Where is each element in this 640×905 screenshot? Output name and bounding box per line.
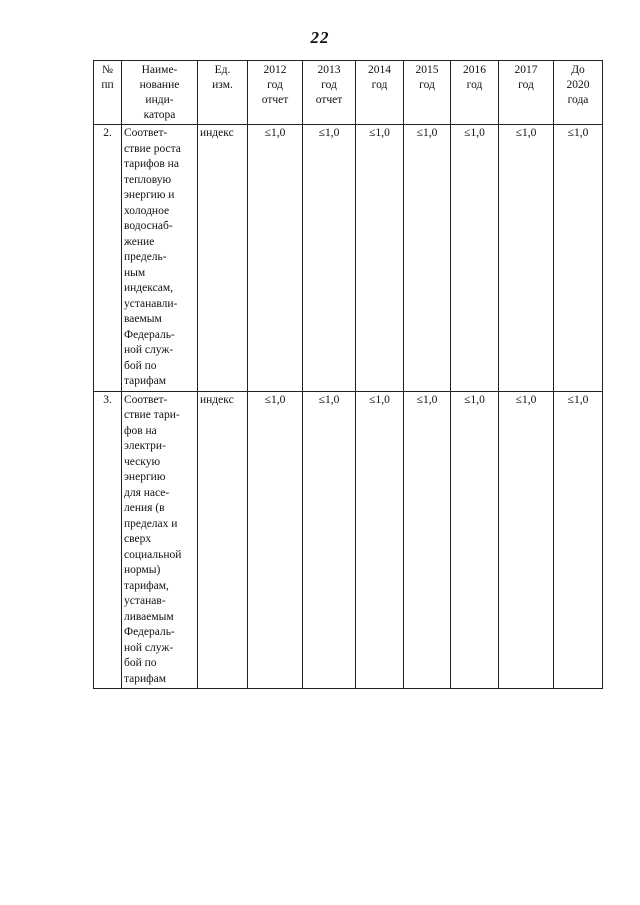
indicator-name-line: устанавли- <box>124 297 178 310</box>
table-body <box>94 125 603 689</box>
table-row <box>94 391 603 689</box>
header-line: 2013 <box>317 64 341 76</box>
indicator-name-line: Соответ- <box>124 127 168 139</box>
indicator-name-line: жение <box>124 235 155 248</box>
indicator-name-line: бой по <box>124 359 157 372</box>
header-line: инди- <box>145 94 174 106</box>
header-line: 2016 <box>463 64 486 76</box>
value-cell: ≤1,0 <box>554 125 603 392</box>
header-line: пп <box>101 79 114 91</box>
value-cell: ≤1,0 <box>404 391 451 689</box>
indicator-name-line: предель- <box>124 251 167 263</box>
header-line: год <box>267 79 283 91</box>
header-2012 <box>248 61 303 125</box>
header-line: год <box>518 79 534 91</box>
indicator-name-line: индексам, <box>124 282 174 294</box>
indicator-name-line: ливаемым <box>124 610 174 623</box>
header-line: Ед. <box>214 64 231 76</box>
value-cell: ≤1,0 <box>248 391 303 689</box>
header-line: год <box>371 79 388 91</box>
indicator-name-line: Федераль- <box>124 626 175 638</box>
indicator-name-line: ной служ- <box>124 344 174 356</box>
unit-cell: индекс <box>198 125 248 392</box>
header-line: катора <box>143 109 176 121</box>
indicator-name-line: ным <box>124 266 146 279</box>
indicator-name-line: ствие тари- <box>124 409 180 421</box>
row-number: 2. <box>94 125 122 392</box>
header-2015 <box>404 61 451 125</box>
indicator-name-line: водоснаб- <box>124 220 173 232</box>
indicator-name-line: тепловую <box>124 173 172 186</box>
value-cell: ≤1,0 <box>451 391 499 689</box>
row-number: 3. <box>94 391 122 689</box>
value-cell: ≤1,0 <box>404 125 451 392</box>
indicator-name-line: энергию и <box>124 189 175 201</box>
indicator-name-line: для насе- <box>124 486 170 499</box>
header-number <box>94 61 122 125</box>
indicator-name-line: Соответ- <box>124 393 168 406</box>
indicator-name-line: пределах и <box>124 517 178 530</box>
value-cell: ≤1,0 <box>303 391 356 689</box>
header-line: До <box>571 64 585 76</box>
header-line: нование <box>139 79 180 91</box>
indicator-name-line: ствие роста <box>124 142 181 155</box>
indicator-name-line: ления (в <box>124 502 165 514</box>
indicator-name-line: тарифов на <box>124 158 179 170</box>
header-2014 <box>356 61 404 125</box>
header-line: 2015 <box>415 64 439 76</box>
header-line: 2020 <box>566 79 590 91</box>
header-line: 2017 <box>514 64 538 76</box>
indicator-name-line: устанав- <box>124 595 166 607</box>
header-line: изм. <box>212 79 233 91</box>
indicator-name-line: фов на <box>124 424 157 437</box>
indicator-name-line: нормы) <box>124 564 161 576</box>
indicator-name-line: ваемым <box>124 313 162 325</box>
header-2020 <box>554 61 603 125</box>
header-indicator-name <box>122 61 198 125</box>
value-cell: ≤1,0 <box>356 391 404 689</box>
header-line: Наиме- <box>141 64 178 76</box>
header-line: год <box>321 79 337 91</box>
header-line: отчет <box>261 94 289 106</box>
indicator-name-line: социальной <box>124 548 182 561</box>
header-2017 <box>499 61 554 125</box>
unit-cell: индекс <box>198 391 248 689</box>
value-cell: ≤1,0 <box>499 391 554 689</box>
indicator-name-line: тарифам, <box>124 579 169 592</box>
indicator-name-line: бой по <box>124 657 157 669</box>
indicator-name-line: холодное <box>124 204 170 217</box>
table-header-row <box>94 61 603 125</box>
indicator-name-line: ческую <box>124 455 161 468</box>
header-line: 2014 <box>368 64 391 76</box>
value-cell: ≤1,0 <box>356 125 404 392</box>
indicator-name-line: Федераль- <box>124 328 175 341</box>
table-row <box>94 125 603 392</box>
header-line: года <box>567 94 589 106</box>
indicator-name-line: энергию <box>124 471 166 483</box>
header-line: отчет <box>315 94 343 106</box>
page-number: 22 <box>310 28 330 47</box>
header-line: № <box>102 64 113 76</box>
indicator-name-line: сверх <box>124 533 152 545</box>
header-line: год <box>466 79 483 91</box>
value-cell: ≤1,0 <box>451 125 499 392</box>
header-2013 <box>303 61 356 125</box>
indicator-name <box>122 125 198 392</box>
indicators-table <box>93 60 603 689</box>
header-unit <box>198 61 248 125</box>
indicator-name-line: тарифам <box>124 375 167 387</box>
value-cell: ≤1,0 <box>248 125 303 392</box>
header-line: год <box>419 79 435 91</box>
indicator-name-line: тарифам <box>124 672 167 685</box>
indicator-name-line: ной служ- <box>124 641 174 654</box>
value-cell: ≤1,0 <box>303 125 356 392</box>
header-2016 <box>451 61 499 125</box>
value-cell: ≤1,0 <box>554 391 603 689</box>
value-cell: ≤1,0 <box>499 125 554 392</box>
header-line: 2012 <box>263 64 287 76</box>
indicator-name <box>122 391 198 689</box>
indicator-name-line: электри- <box>124 440 166 452</box>
